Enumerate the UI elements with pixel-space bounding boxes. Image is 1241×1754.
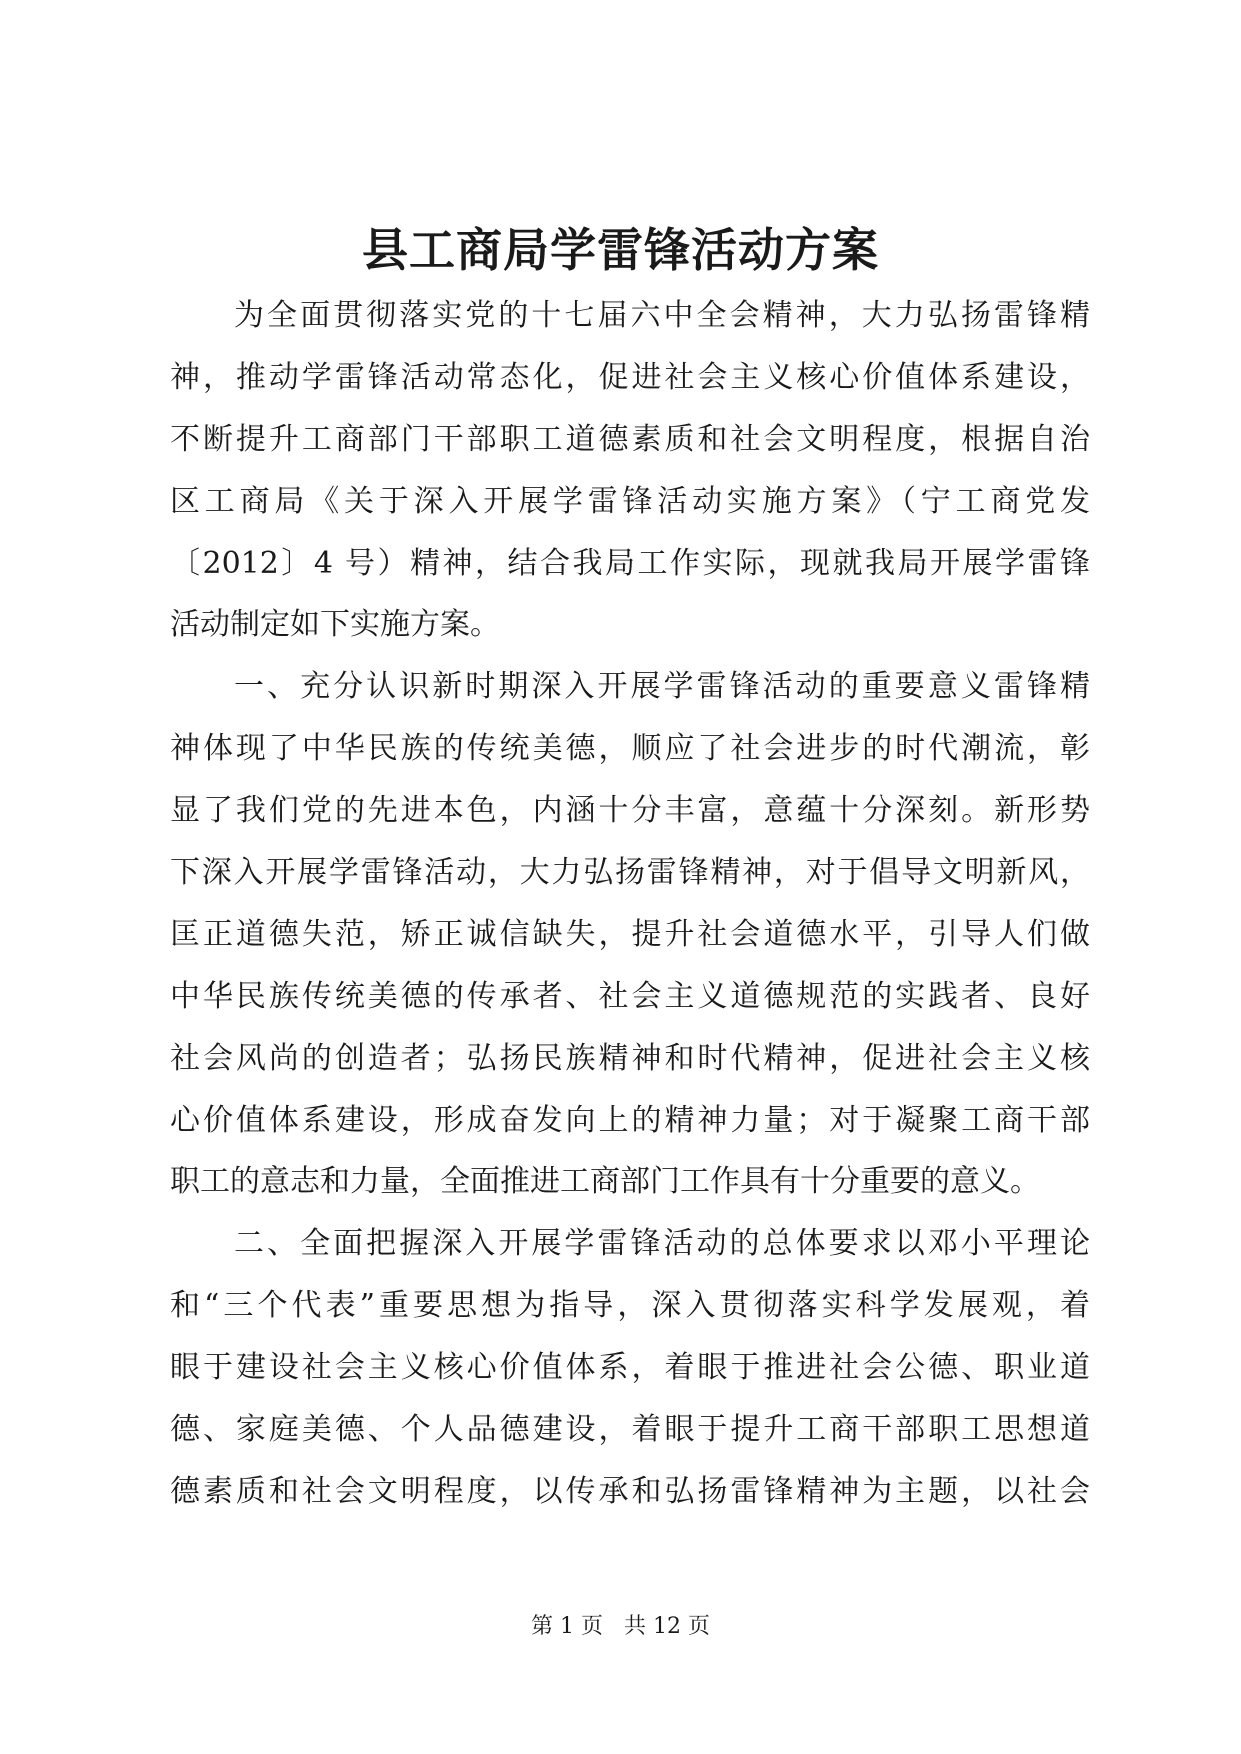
text-line: 为全面贯彻落实党的十七届六中全会精神，大力弘扬雷锋精 [234,298,1090,333]
text-line: 心价值体系建设，形成奋发向上的精神力量；对于凝聚工商干部 [170,1102,1090,1138]
text-line: 二、全面把握深入开展学雷锋活动的总体要求以邓小平理论 [234,1226,1090,1262]
page-number: 第 1 页 [531,1614,603,1639]
text-line: 中华民族传统美德的传承者、社会主义道德规范的实践者、良好 [170,978,1090,1014]
text-line: 显了我们党的先进本色，内涵十分丰富，意蕴十分深刻。新形势 [170,793,1090,829]
text-line: 〔2012〕4 号）精神，结合我局工作实际，现就我局开展学雷锋 [170,545,1090,581]
text-line: 职工的意志和力量，全面推进工商部门工作具有十分重要的意义。 [170,1164,1040,1200]
text-line: 眼于建设社会主义核心价值体系，着眼于推进社会公德、职业道 [170,1350,1090,1386]
text-line: 神，推动学雷锋活动常态化，促进社会主义核心价值体系建设， [170,359,1090,395]
document-body [170,285,1090,1523]
text-line: 神体现了中华民族的传统美德，顺应了社会进步的时代潮流，彰 [170,731,1090,767]
text-line: 德素质和社会文明程度，以传承和弘扬雷锋精神为主题，以社会 [170,1473,1090,1509]
text-line: 不断提升工商部门干部职工道德素质和社会文明程度，根据自治 [170,421,1090,457]
page-total: 共 12 页 [624,1614,710,1639]
text-line: 一、充分认识新时期深入开展学雷锋活动的重要意义雷锋精 [234,669,1090,705]
text-line: 下深入开展学雷锋活动，大力弘扬雷锋精神，对于倡导文明新风， [170,855,1090,891]
text-line: 区工商局《关于深入开展学雷锋活动实施方案》（宁工商党发 [170,483,1090,519]
document-title: 县工商局学雷锋活动方案 [362,223,879,277]
text-line: 德、家庭美德、个人品德建设，着眼于提升工商干部职工思想道 [170,1412,1090,1448]
page-footer [0,1612,1241,1642]
text-line: 社会风尚的创造者；弘扬民族精神和时代精神，促进社会主义核 [170,1040,1090,1076]
text-line: 活动制定如下实施方案。 [170,607,500,643]
text-line: 和“三个代表”重要思想为指导，深入贯彻落实科学发展观，着 [170,1288,1090,1324]
text-line: 匡正道德失范，矫正诚信缺失，提升社会道德水平，引导人们做 [170,916,1090,952]
